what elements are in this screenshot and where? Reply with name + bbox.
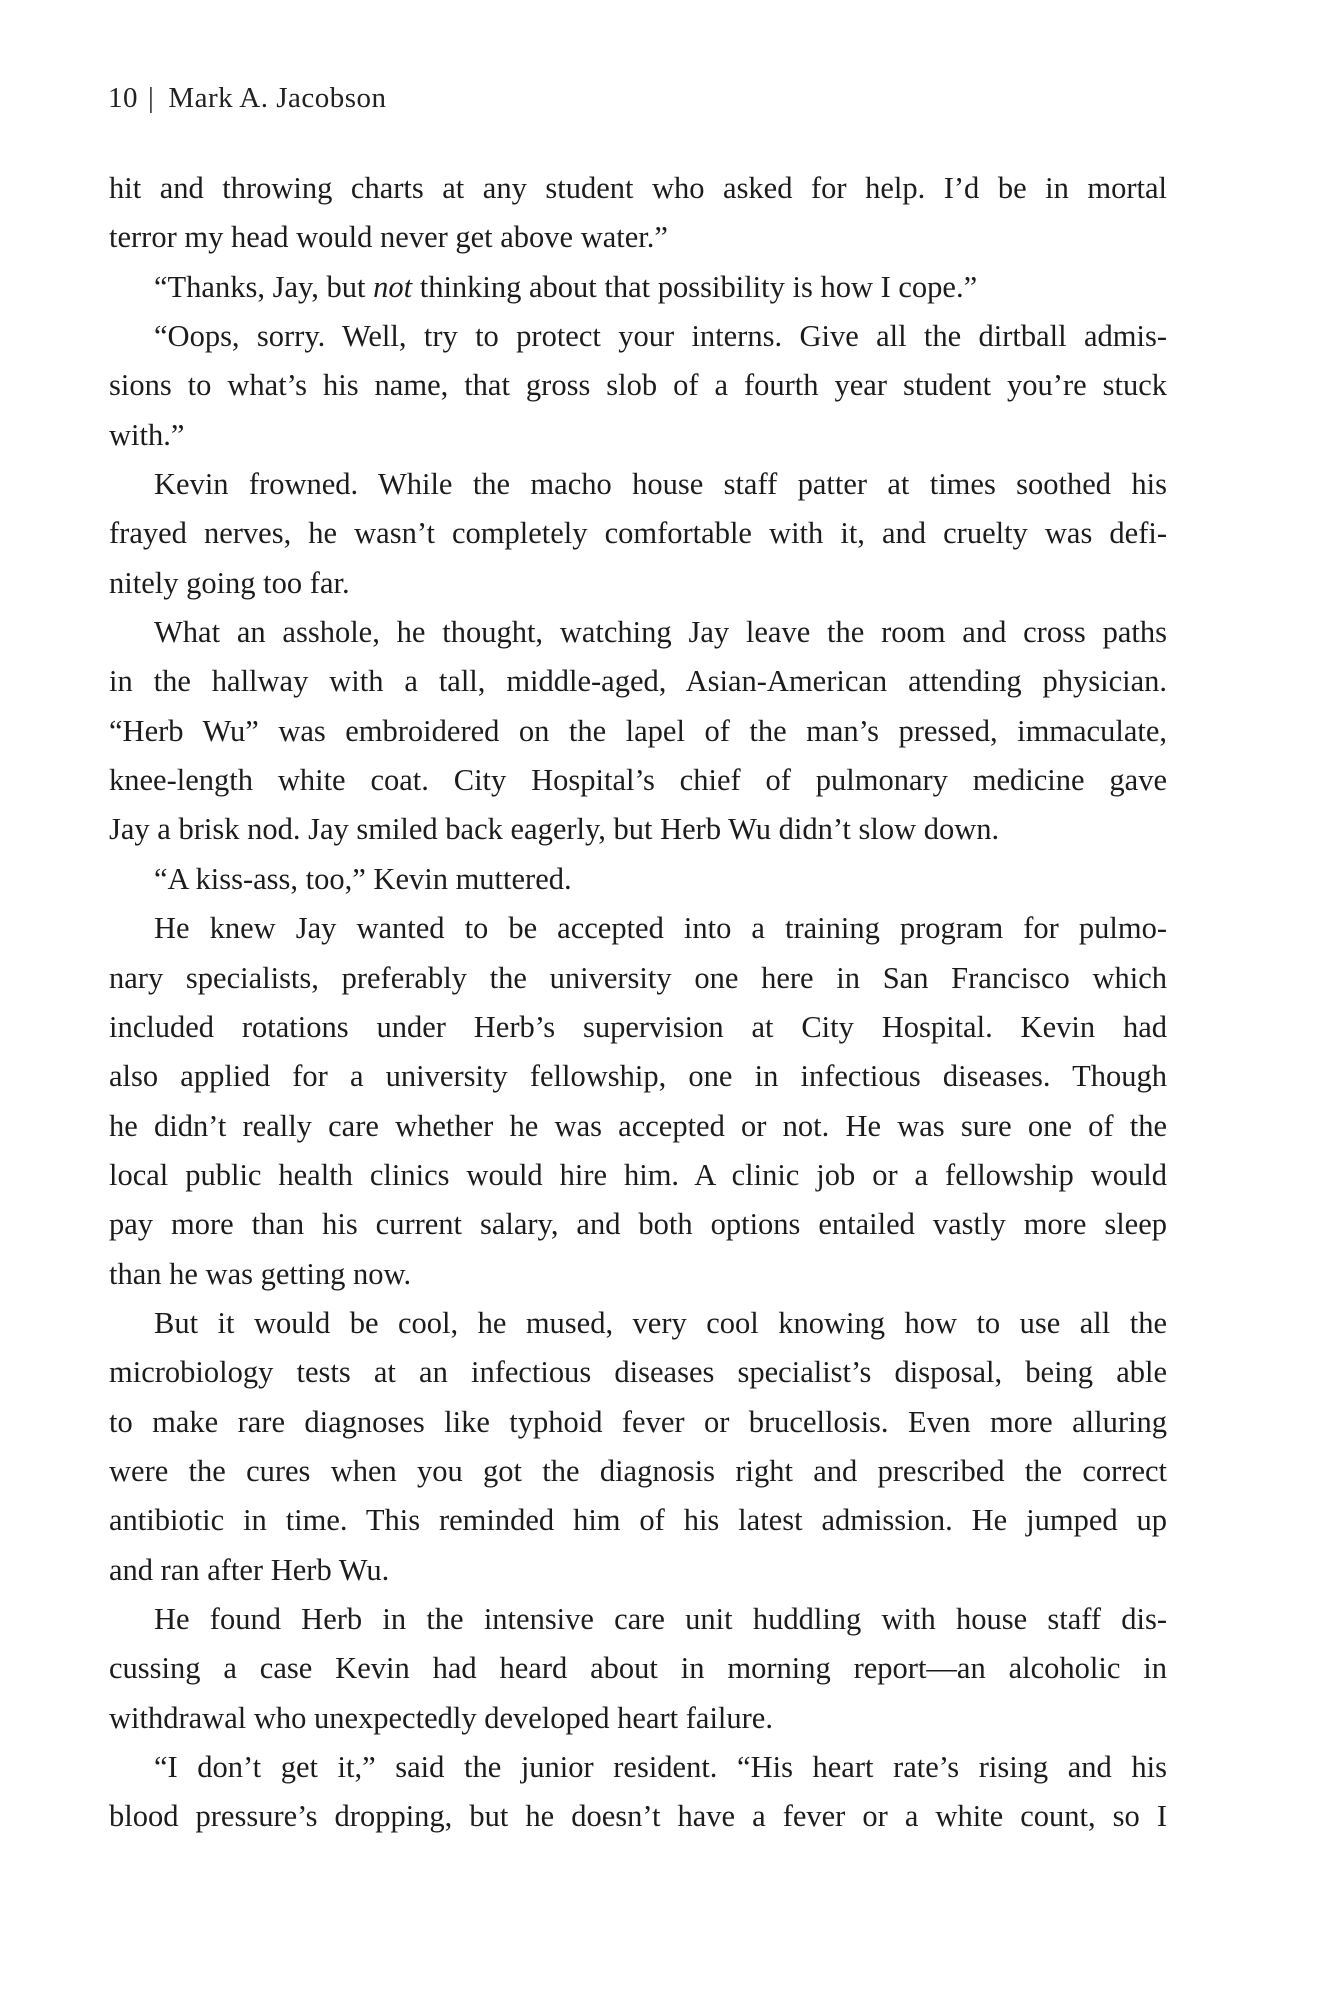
text-line: with.” — [109, 417, 185, 452]
text-line: and ran after Herb Wu. — [109, 1552, 390, 1587]
text-segment: “Thanks, Jay, but — [154, 269, 374, 304]
text-line: included rotations under Herb’s supervision at City Hospital. Kevin had — [109, 1009, 1167, 1044]
author-name: Mark A. Jacobson — [168, 82, 387, 114]
text-line: knee-length white coat. City Hospital’s chief of pulmonary medicine gave — [109, 763, 1167, 798]
text-line: microbiology tests at an infectious diseases specialist’s disposal, being able — [109, 1355, 1167, 1390]
text-line: were the cures when you got the diagnosis right and prescribed the correct — [109, 1453, 1167, 1488]
text-line: hit and throwing charts at any student who asked for help. I’d be in mortal — [109, 171, 1167, 205]
text-line: pay more than his current salary, and both options entailed vastly more sleep — [109, 1207, 1167, 1242]
emphasis: not — [373, 269, 413, 304]
text-line: What an asshole, he thought, watching Jay leave the room and cross paths — [154, 615, 1167, 650]
body-text — [109, 164, 1167, 1842]
text-line: antibiotic in time. This reminded him of his latest admission. He jumped up — [109, 1503, 1167, 1538]
text-line: withdrawal who unexpectedly developed heart failure. — [109, 1700, 773, 1735]
text-line — [109, 263, 1167, 312]
text-line: to make rare diagnoses like typhoid fever or brucellosis. Even more alluring — [109, 1404, 1167, 1439]
text-line: Kevin frowned. While the macho house staff patter at times soothed his — [154, 467, 1167, 502]
text-line: than he was getting now. — [109, 1256, 412, 1291]
text-line: nitely going too far. — [109, 565, 350, 600]
text-line: also applied for a university fellowship, one in infectious diseases. Though — [109, 1059, 1167, 1094]
text-line: “Oops, sorry. Well, try to protect your interns. Give all the dirtball admis- — [154, 319, 1167, 354]
text-line: in the hallway with a tall, middle-aged, Asian-American attending physician. — [109, 664, 1167, 699]
text-line: sions to what’s his name, that gross slob of a fourth year student you’re stuck — [109, 368, 1167, 403]
text-line: But it would be cool, he mused, very cool knowing how to use all the — [154, 1305, 1167, 1340]
text-line: frayed nerves, he wasn’t completely comfortable with it, and cruelty was defi- — [109, 516, 1167, 551]
text-line: nary specialists, preferably the university one here in San Francisco which — [109, 960, 1167, 995]
text-line: “Herb Wu” was embroidered on the lapel of the man’s pressed, immaculate, — [109, 713, 1167, 748]
text-line: “A kiss-ass, too,” Kevin muttered. — [154, 861, 572, 896]
text-line: He found Herb in the intensive care unit huddling with house staff dis- — [154, 1601, 1167, 1636]
text-line: Jay a brisk nod. Jay smiled back eagerly, but Herb Wu didn’t slow down. — [109, 812, 1000, 847]
text-line: He knew Jay wanted to be accepted into a training program for pulmo- — [154, 911, 1167, 946]
text-line: blood pressure’s dropping, but he doesn’t have a fever or a white count, so I — [109, 1799, 1167, 1834]
running-head — [108, 74, 387, 122]
text-line: local public health clinics would hire him. A clinic job or a fellowship would — [109, 1157, 1167, 1192]
page-number: 10 — [108, 82, 138, 114]
text-line: he didn’t really care whether he was accepted or not. He was sure one of the — [109, 1108, 1167, 1143]
text-segment: thinking about that possibility is how I cope.” — [412, 269, 978, 304]
text-line: cussing a case Kevin had heard about in morning report—an alcoholic in — [109, 1651, 1167, 1686]
running-head-separator: | — [148, 82, 155, 114]
text-line: “I don’t get it,” said the junior resident. “His heart rate’s rising and his — [154, 1750, 1167, 1784]
text-line: terror my head would never get above water.” — [109, 220, 668, 255]
